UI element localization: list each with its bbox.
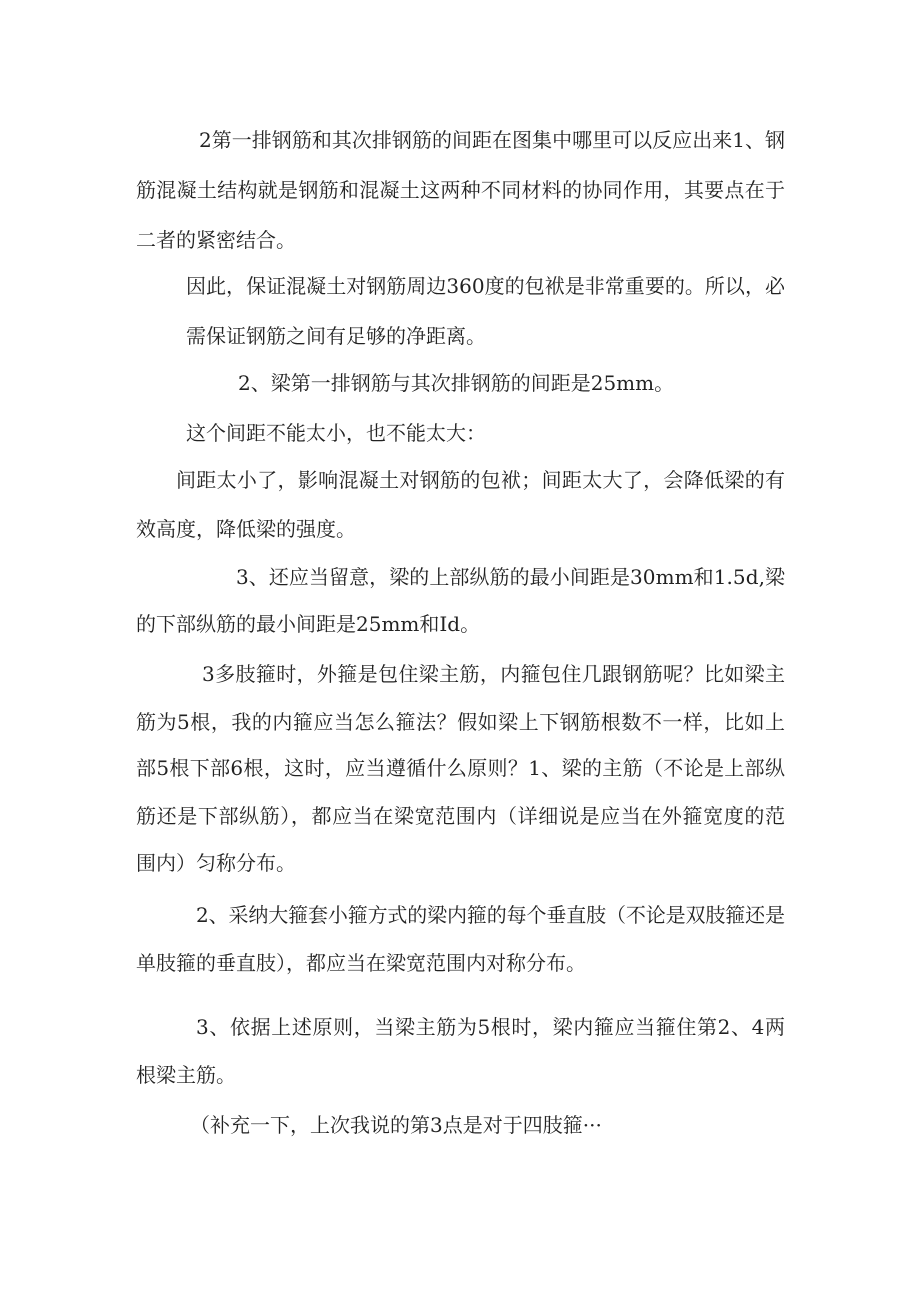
text-line: 2、梁第一排钢筋与其次排钢筋的间距是25mm。 xyxy=(238,371,675,395)
text-line: 3、还应当留意，梁的上部纵筋的最小间距是30mm和1.5d,梁 xyxy=(236,565,786,589)
text-line: 3多肢箍时，外箍是包住梁主筋，内箍包住几跟钢筋呢？比如梁主 xyxy=(202,662,786,686)
text-line: 需保证钢筋之间有足够的净距离。 xyxy=(186,324,486,348)
text-line: 围内）匀称分布。 xyxy=(136,851,296,875)
text-line: 筋为5根，我的内箍应当怎么箍法？假如梁上下钢筋根数不一样，比如上 xyxy=(136,710,786,734)
text-line: 筋混凝土结构就是钢筋和混凝土这两种不同材料的协同作用，其要点在于 xyxy=(136,178,786,202)
text-line: 2第一排钢筋和其次排钢筋的间距在图集中哪里可以反应出来1、钢 xyxy=(199,128,786,152)
text-line: 效高度，降低梁的强度。 xyxy=(136,517,356,541)
text-line: 单肢箍的垂直肢），都应当在梁宽范围内对称分布。 xyxy=(136,951,586,975)
text-line: （补充一下，上次我说的第3点是对于四肢箍··· xyxy=(190,1113,602,1137)
text-line: 2、采纳大箍套小箍方式的梁内箍的每个垂直肢（不论是双肢箍还是 xyxy=(196,903,785,927)
text-line: 因此，保证混凝土对钢筋周边360度的包袱是非常重要的。所以，必 xyxy=(186,274,786,298)
text-line: 间距太小了，影响混凝土对钢筋的包袱；间距太大了，会降低梁的有 xyxy=(176,468,786,492)
text-line: 筋还是下部纵筋），都应当在梁宽范围内（详细说是应当在外箍宽度的范 xyxy=(136,804,786,828)
text-line: 根梁主筋。 xyxy=(136,1063,236,1087)
text-line: 这个间距不能太小，也不能太大： xyxy=(186,421,486,445)
text-line: 部5根下部6根，这时，应当遵循什么原则？1、梁的主筋（不论是上部纵 xyxy=(136,756,786,780)
text-line: 3、依据上述原则，当梁主筋为5根时，梁内箍应当箍住第2、4两 xyxy=(196,1015,786,1039)
text-line: 的下部纵筋的最小间距是25mm和Id。 xyxy=(136,612,481,636)
text-line: 二者的紧密结合。 xyxy=(136,228,296,252)
